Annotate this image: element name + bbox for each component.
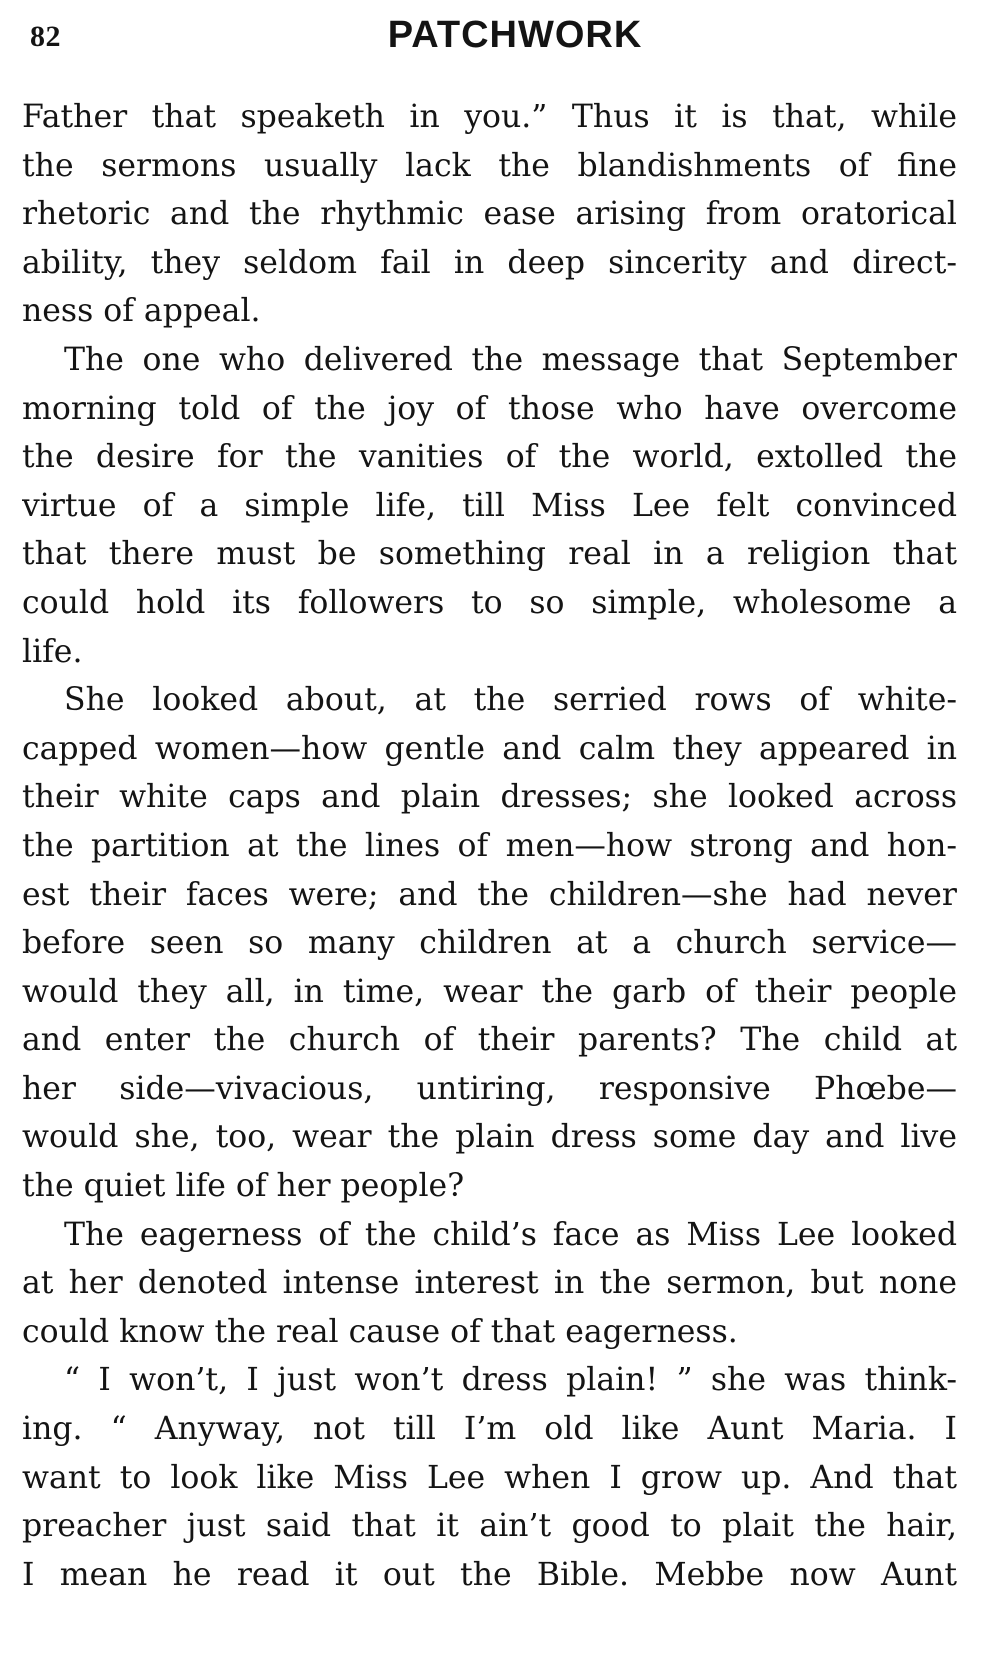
paragraph-start-line: The eagerness of the child’s face as Miss Lee looked (64, 1216, 957, 1253)
text-line: the quiet life of her people? (22, 1168, 465, 1205)
text-line: Father that speaketh in you.” Thus it is that, while (22, 99, 957, 135)
text-line: and enter the church of their parents? The child at (22, 1022, 957, 1059)
text-line: her side—vivacious, untiring, responsive Phœbe— (22, 1070, 957, 1107)
text-line: ability, they seldom fail in deep sincerity and direct- (22, 244, 957, 281)
paragraph-start-line: The one who delivered the message that September (64, 341, 957, 378)
text-line: the sermons usually lack the blandishments of fine (22, 147, 957, 184)
text-line: the partition at the lines of men—how strong and hon- (22, 827, 957, 864)
text-line: would she, too, wear the plain dress some day and live (22, 1119, 957, 1156)
paragraph-start-line: “ I won’t, I just won’t dress plain! ” she was think- (64, 1362, 957, 1399)
text-line: est their faces were; and the children—she had never (22, 876, 957, 913)
text-line: could hold its followers to so simple, wholesome a (22, 584, 957, 621)
text-line: would they all, in time, wear the garb of their people (22, 973, 957, 1010)
text-line: ing. “ Anyway, not till I’m old like Aunt Maria. I (22, 1411, 957, 1448)
text-line: I mean he read it out the Bible. Mebbe now Aunt (22, 1556, 957, 1593)
text-line: at her denoted intense interest in the sermon, but none (22, 1265, 957, 1302)
text-line: life. (22, 633, 83, 670)
page-number: 82 (30, 20, 61, 53)
running-title: PATCHWORK (387, 14, 643, 56)
text-line: their white caps and plain dresses; she looked across (22, 779, 957, 816)
body-text (22, 93, 957, 1599)
text-line: before seen so many children at a church service— (22, 925, 957, 962)
text-line: capped women—how gentle and calm they appeared in (22, 730, 957, 767)
text-line: virtue of a simple life, till Miss Lee felt convinced (22, 487, 957, 524)
text-line: preacher just said that it ain’t good to plait the hair, (22, 1508, 957, 1545)
text-line: could know the real cause of that eagerness. (22, 1313, 738, 1350)
text-line: the desire for the vanities of the world, extolled the (22, 439, 957, 476)
paragraph-start-line: She looked about, at the serried rows of white- (64, 682, 957, 719)
text-line: morning told of the joy of those who have overcome (22, 390, 957, 427)
text-line: ness of appeal. (22, 293, 261, 330)
page-header (30, 14, 960, 64)
text-line: rhetoric and the rhythmic ease arising from oratorical (22, 196, 957, 233)
text-line: that there must be something real in a religion that (22, 536, 957, 573)
text-line: want to look like Miss Lee when I grow up. And that (22, 1459, 957, 1496)
